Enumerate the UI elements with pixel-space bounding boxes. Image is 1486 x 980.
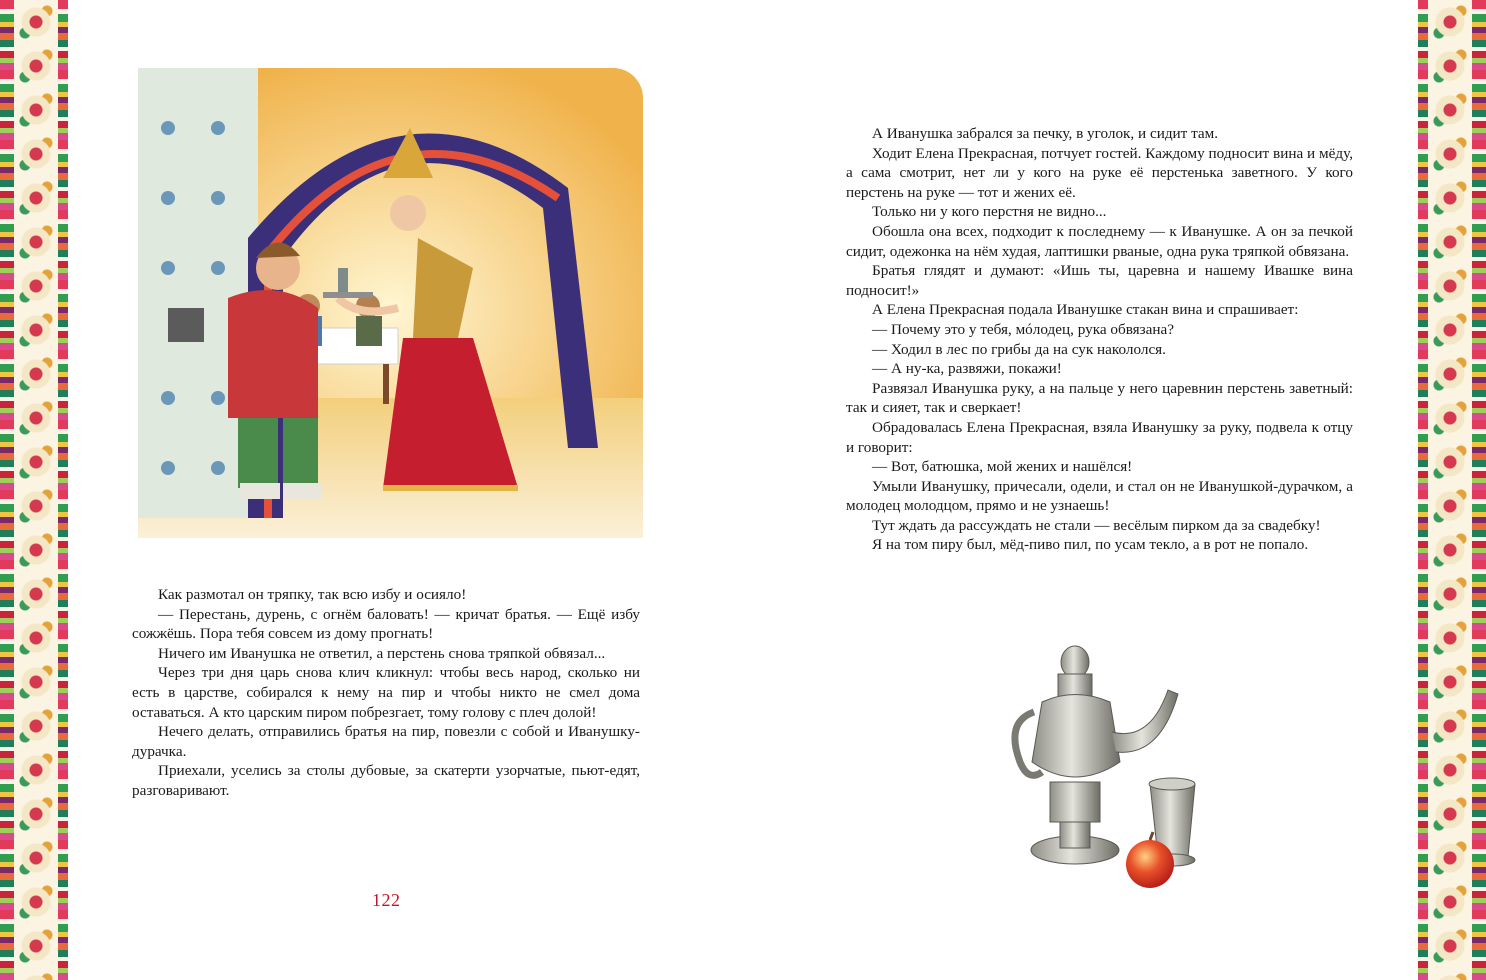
paragraph: Братья глядят и думают: «Ишь ты, царевна и нашему Ивашке вина подносит!»	[846, 262, 1353, 299]
paragraph: Нечего делать, отправились братья на пир, повезли с собой и Иванушку-дурачка.	[132, 723, 640, 760]
floral-ornament	[1428, 0, 1472, 980]
paragraph: Только ни у кого перстня не видно...	[872, 203, 1107, 221]
paragraph: Ничего им Иванушка не ответил, а перстень снова тряпкой обвязал...	[158, 644, 606, 662]
paragraph: — Почему это у тебя, мóлодец, рука обвязана?	[872, 320, 1175, 338]
right-ornamental-border	[1418, 0, 1486, 980]
paragraph: Обошла она всех, подходит к последнему — к Иванушке. А он за печкой сидит, одежонка на нём худая, лаптишки рваные, одна рука тряпкой обвязана.	[846, 222, 1353, 260]
paragraph: Обрадовалась Елена Прекрасная, взяла Иванушку за руку, подвела к отцу и говорит:	[846, 418, 1353, 456]
paragraph: Я на том пиру был, мёд-пиво пил, по усам текло, а в рот не попало.	[872, 536, 1309, 554]
page-number: 122	[372, 890, 401, 910]
story-illustration	[128, 68, 658, 556]
paragraph: Умыли Иванушку, причесали, одели, и стал он не Иванушкой-дурачком, а молодец молодцом, прямо и не узнаешь!	[846, 477, 1353, 515]
left-text-column	[132, 585, 640, 801]
teapot-illustration	[1000, 632, 1240, 888]
paragraph: — Вот, батюшка, мой жених и нашёлся!	[872, 458, 1133, 476]
paragraph: — Ходил в лес по грибы да на сук накололся.	[872, 340, 1166, 358]
paragraph: А Елена Прекрасная подала Иванушке стакан вина и спрашивает:	[872, 301, 1299, 319]
paragraph: Через три дня царь снова клич кликнул: чтобы весь народ, сколько ни есть в царстве, собирался к нему на пир и чтобы никто не смел дома оставаться. А кто царским пиром побрезгает, тому голову с плеч долой!	[132, 664, 640, 721]
paragraph: — Перестань, дурень, с огнём баловать! — кричат братья. — Ещё избу сожжёшь. Пора тебя совсем из дому прогнать!	[132, 605, 640, 643]
right-text-column	[846, 124, 1353, 555]
paragraph: Развязал Иванушка руку, а на пальце у него царевнин перстень заветный: так и сияет, так и сверкает!	[846, 379, 1353, 417]
teapot	[1015, 646, 1178, 864]
paragraph: Ходит Елена Прекрасная, потчует гостей. Каждому подносит вина и мёду, а сама смотрит, нет ли у кого на руке её перстенька заветного. У кого перстень на руке — тот и жених её.	[846, 144, 1353, 201]
left-ornamental-border	[0, 0, 68, 980]
paragraph: Приехали, уселись за столы дубовые, за скатерти узорчатые, пьют-едят, разговаривают.	[132, 762, 640, 799]
floral-ornament	[14, 0, 58, 980]
paragraph: Тут ждать да рассуждать не стали — весёлым пирком да за свадебку!	[872, 516, 1321, 534]
paragraph: Как размотал он тряпку, так всю избу и осияло!	[158, 586, 467, 603]
paragraph: — А ну-ка, развяжи, покажи!	[872, 360, 1062, 378]
paragraph: А Иванушка забрался за печку, в уголок, и сидит там.	[872, 125, 1219, 142]
